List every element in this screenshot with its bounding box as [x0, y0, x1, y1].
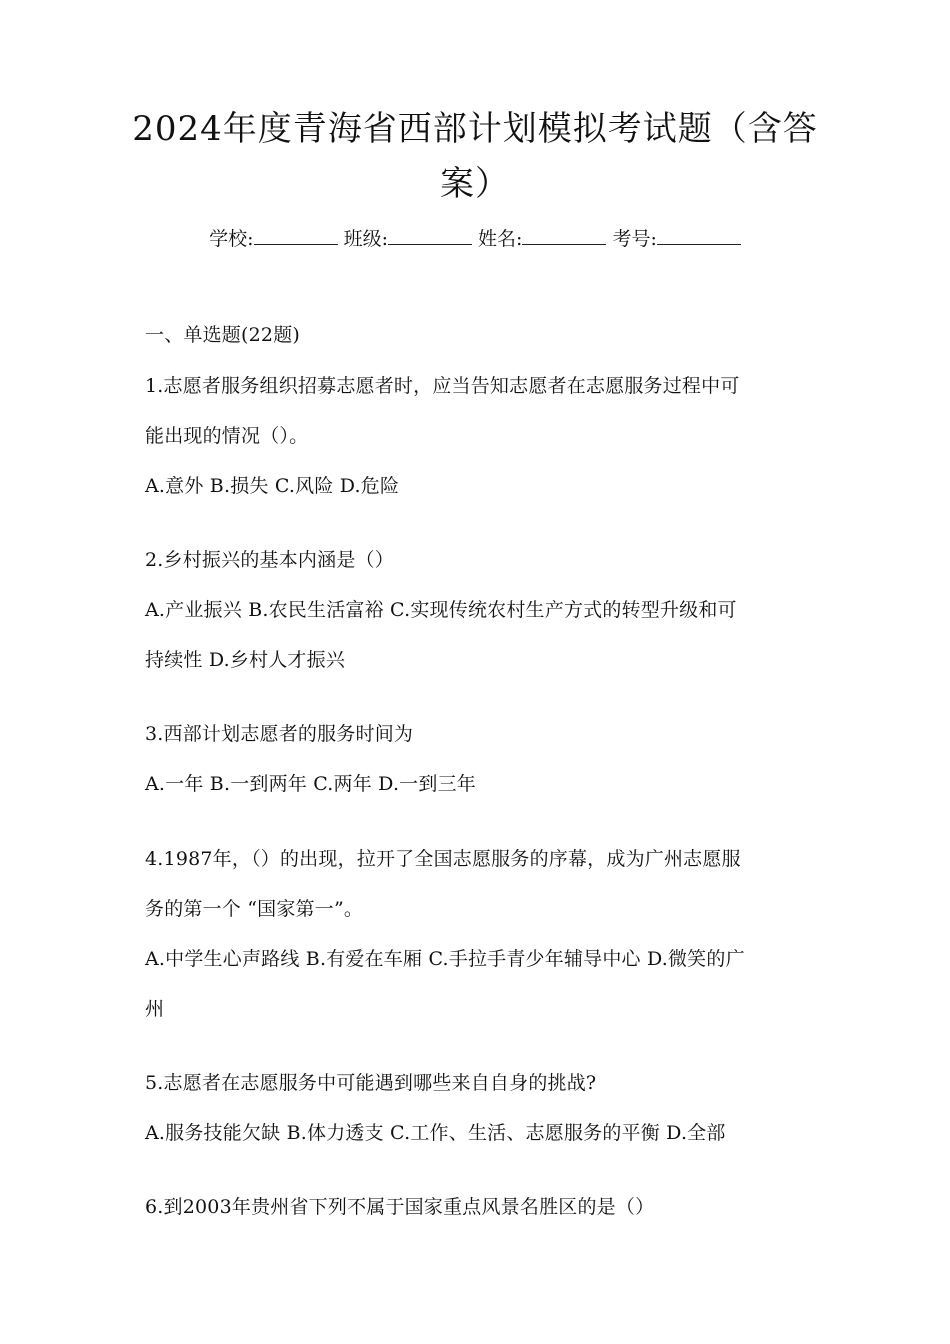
question-6-stem: 6.到2003年贵州省下列不属于国家重点风景名胜区的是（）: [145, 1196, 655, 1218]
question-1-stem-line-2: 能出现的情况（）。: [145, 425, 309, 447]
question-4-options-line-1: A.中学生心声路线 B.有爱在车厢 C.手拉手青少年辅导中心 D.微笑的广: [145, 948, 745, 970]
class-label: 班级:: [343, 228, 388, 250]
question-4-options-line-2: 州: [145, 998, 165, 1020]
class-blank[interactable]: [388, 224, 472, 245]
school-blank[interactable]: [254, 224, 338, 245]
name-blank[interactable]: [522, 224, 606, 245]
question-3-options: A.一年 B.一到两年 C.两年 D.一到三年: [145, 773, 476, 795]
name-label: 姓名:: [478, 228, 523, 250]
title-line-1: 2024年度青海省西部计划模拟考试题（含答: [132, 109, 818, 149]
question-1-options: A.意外 B.损失 C.风险 D.危险: [145, 475, 400, 497]
question-4-stem-line-1: 4.1987年，（）的出现，拉开了全国志愿服务的序幕，成为广州志愿服: [145, 848, 741, 870]
question-2-stem: 2.乡村振兴的基本内涵是（）: [145, 549, 394, 571]
document-title: [120, 102, 830, 212]
section-heading: 一、单选题(22题): [145, 324, 301, 346]
title-line-2: 案）: [440, 164, 510, 204]
school-label: 学校:: [209, 228, 254, 250]
student-info-row: [0, 224, 950, 253]
question-2-options-line-2: 持续性 D.乡村人才振兴: [145, 649, 346, 671]
question-5-stem: 5.志愿者在志愿服务中可能遇到哪些来自自身的挑战?: [145, 1072, 597, 1094]
question-2-options-line-1: A.产业振兴 B.农民生活富裕 C.实现传统农村生产方式的转型升级和可: [145, 599, 737, 621]
number-label: 考号:: [612, 228, 657, 250]
question-3-stem: 3.西部计划志愿者的服务时间为: [145, 723, 414, 745]
question-1-stem-line-1: 1.志愿者服务组织招募志愿者时，应当告知志愿者在志愿服务过程中可: [145, 375, 740, 397]
question-4-stem-line-2: 务的第一个 “国家第一”。: [145, 898, 364, 920]
number-blank[interactable]: [657, 224, 741, 245]
question-5-options: A.服务技能欠缺 B.体力透支 C.工作、生活、志愿服务的平衡 D.全部: [145, 1122, 726, 1144]
